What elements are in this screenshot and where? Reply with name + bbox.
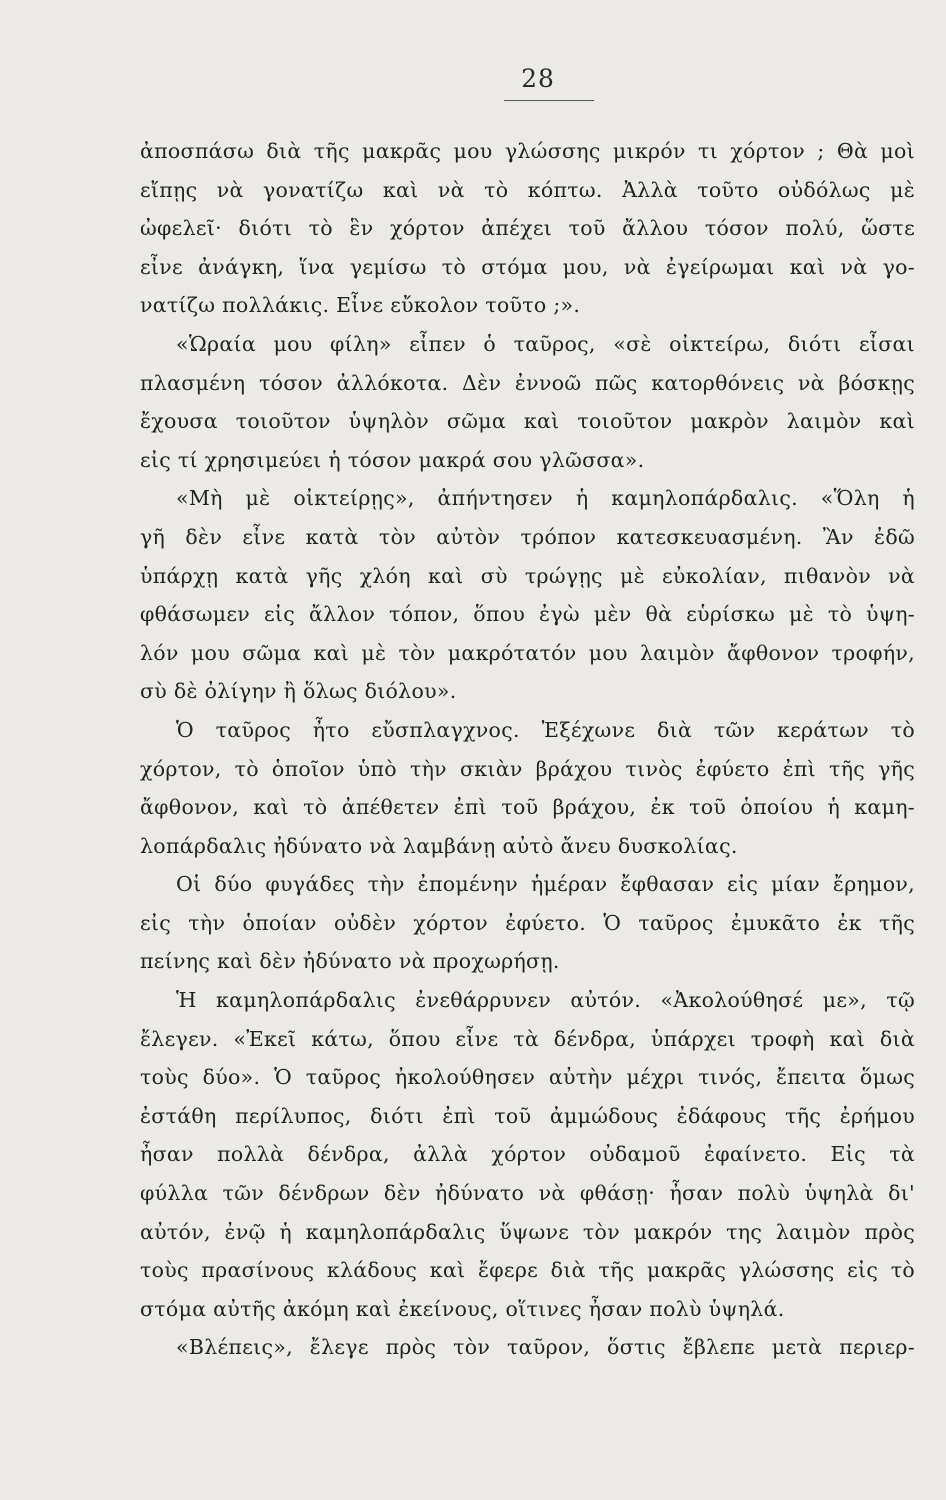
- text-line: νατίζω πολλάκις. Εἶνε εὔκολον τοῦτο ;».: [140, 293, 581, 318]
- page-number-rule: [504, 100, 594, 101]
- text-line: εἰς τὴν ὁποίαν οὐδὲν χόρτον ἐφύετο. Ὁ ταῦρος ἐμυκᾶτο ἐκ τῆς: [140, 910, 915, 935]
- text-line: ὑπάρχῃ κατὰ γῆς χλόη καὶ σὺ τρώγῃς μὲ εὐκολίαν, πιθανὸν νὰ: [140, 563, 915, 588]
- text-line: στόμα αὐτῆς ἀκόμη καὶ ἐκείνους, οἵτινες ἦσαν πολὺ ὑψηλά.: [140, 1296, 785, 1321]
- text-line: ἄφθονον, καὶ τὸ ἀπέθετεν ἐπὶ τοῦ βράχου, ἐκ τοῦ ὁποίου ἡ καμη-: [140, 795, 915, 820]
- text-line: Οἱ δύο φυγάδες τὴν ἐπομένην ἡμέραν ἔφθασαν εἰς μίαν ἔρημον,: [176, 872, 915, 897]
- text-line: λόν μου σῶμα καὶ μὲ τὸν μακρότατόν μου λαιμὸν ἄφθονον τροφήν,: [140, 640, 915, 665]
- text-line: ἔλεγεν. «Ἐκεῖ κάτω, ὅπου εἶνε τὰ δένδρα, ὑπάρχει τροφὴ καὶ διὰ: [140, 1026, 915, 1051]
- text-line: ἦσαν πολλὰ δένδρα, ἀλλὰ χόρτον οὐδαμοῦ ἐφαίνετο. Εἰς τὰ: [140, 1142, 915, 1167]
- text-line: Ἡ καμηλοπάρδαλις ἐνεθάρρυνεν αὐτόν. «Ἀκολούθησέ με», τῷ: [176, 988, 915, 1013]
- text-line: εἴπῃς νὰ γονατίζω καὶ νὰ τὸ κόπτω. Ἀλλὰ τοῦτο οὐδόλως μὲ: [140, 177, 915, 202]
- text-line: ἀποσπάσω διὰ τῆς μακρᾶς μου γλώσσης μικρόν τι χόρτον ; Θὰ μοὶ: [140, 139, 915, 163]
- text-line: «Ὡραία μου φίλη» εἶπεν ὁ ταῦρος, «σὲ οἰκτείρω, διότι εἶσαι: [176, 331, 915, 356]
- text-line: λοπάρδαλις ἠδύνατο νὰ λαμβάνῃ αὐτὸ ἄνευ δυσκολίας.: [140, 833, 738, 858]
- text-line: Ὁ ταῦρος ἦτο εὔσπλαγχνος. Ἐξέχωνε διὰ τῶν κεράτων τὸ: [176, 717, 915, 742]
- text-line: ὠφελεῖ· διότι τὸ ἓν χόρτον ἀπέχει τοῦ ἄλλου τόσον πολύ, ὥστε: [140, 216, 915, 241]
- text-line: αὐτόν, ἐνῷ ἡ καμηλοπάρδαλις ὕψωνε τὸν μακρόν της λαιμὸν πρὸς: [140, 1219, 915, 1244]
- text-line: εἰς τί χρησιμεύει ἡ τόσον μακρά σου γλῶσσα».: [140, 447, 645, 472]
- text-line: τοὺς δύο». Ὁ ταῦρος ἠκολούθησεν αὐτὴν μέχρι τινός, ἔπειτα ὅμως: [140, 1065, 915, 1090]
- page-number: 28: [521, 64, 555, 93]
- text-line: εἶνε ἀνάγκη, ἵνα γεμίσω τὸ στόμα μου, νὰ ἐγείρωμαι καὶ νὰ γο-: [140, 254, 915, 279]
- text-line: φθάσωμεν εἰς ἄλλον τόπον, ὅπου ἐγὼ μὲν θὰ εὑρίσκω μὲ τὸ ὑψη-: [140, 602, 915, 627]
- text-line: σὺ δὲ ὀλίγην ἢ ὅλως διόλου».: [140, 679, 457, 704]
- text-line: χόρτον, τὸ ὁποῖον ὑπὸ τὴν σκιὰν βράχου τινὸς ἐφύετο ἐπὶ τῆς γῆς: [140, 756, 915, 781]
- text-line: φύλλα τῶν δένδρων δὲν ἠδύνατο νὰ φθάσῃ· ἦσαν πολὺ ὑψηλὰ δι': [140, 1181, 915, 1206]
- text-line: πείνης καὶ δὲν ἠδύνατο νὰ προχωρήσῃ.: [140, 949, 560, 974]
- text-line: γῆ δὲν εἶνε κατὰ τὸν αὐτὸν τρόπον κατεσκευασμένη. Ἂν ἐδῶ: [140, 524, 915, 549]
- text-line: ἔχουσα τοιοῦτον ὑψηλὸν σῶμα καὶ τοιοῦτον μακρὸν λαιμὸν καὶ: [140, 409, 915, 434]
- text-line: «Βλέπεις», ἔλεγε πρὸς τὸν ταῦρον, ὅστις ἔβλεπε μετὰ περιερ-: [176, 1335, 915, 1360]
- text-line: «Μὴ μὲ οἰκτείρῃς», ἀπήντησεν ἡ καμηλοπάρδαλις. «Ὅλη ἡ: [176, 486, 915, 511]
- text-line: τοὺς πρασίνους κλάδους καὶ ἔφερε διὰ τῆς μακρᾶς γλώσσης εἰς τὸ: [140, 1258, 915, 1283]
- text-line: πλασμένη τόσον ἀλλόκοτα. Δὲν ἐννοῶ πῶς κατορθόνεις νὰ βόσκῃς: [140, 370, 915, 395]
- text-line: ἐστάθη περίλυπος, διότι ἐπὶ τοῦ ἀμμώδους ἐδάφους τῆς ἐρήμου: [140, 1103, 915, 1128]
- body-text: [140, 132, 915, 1367]
